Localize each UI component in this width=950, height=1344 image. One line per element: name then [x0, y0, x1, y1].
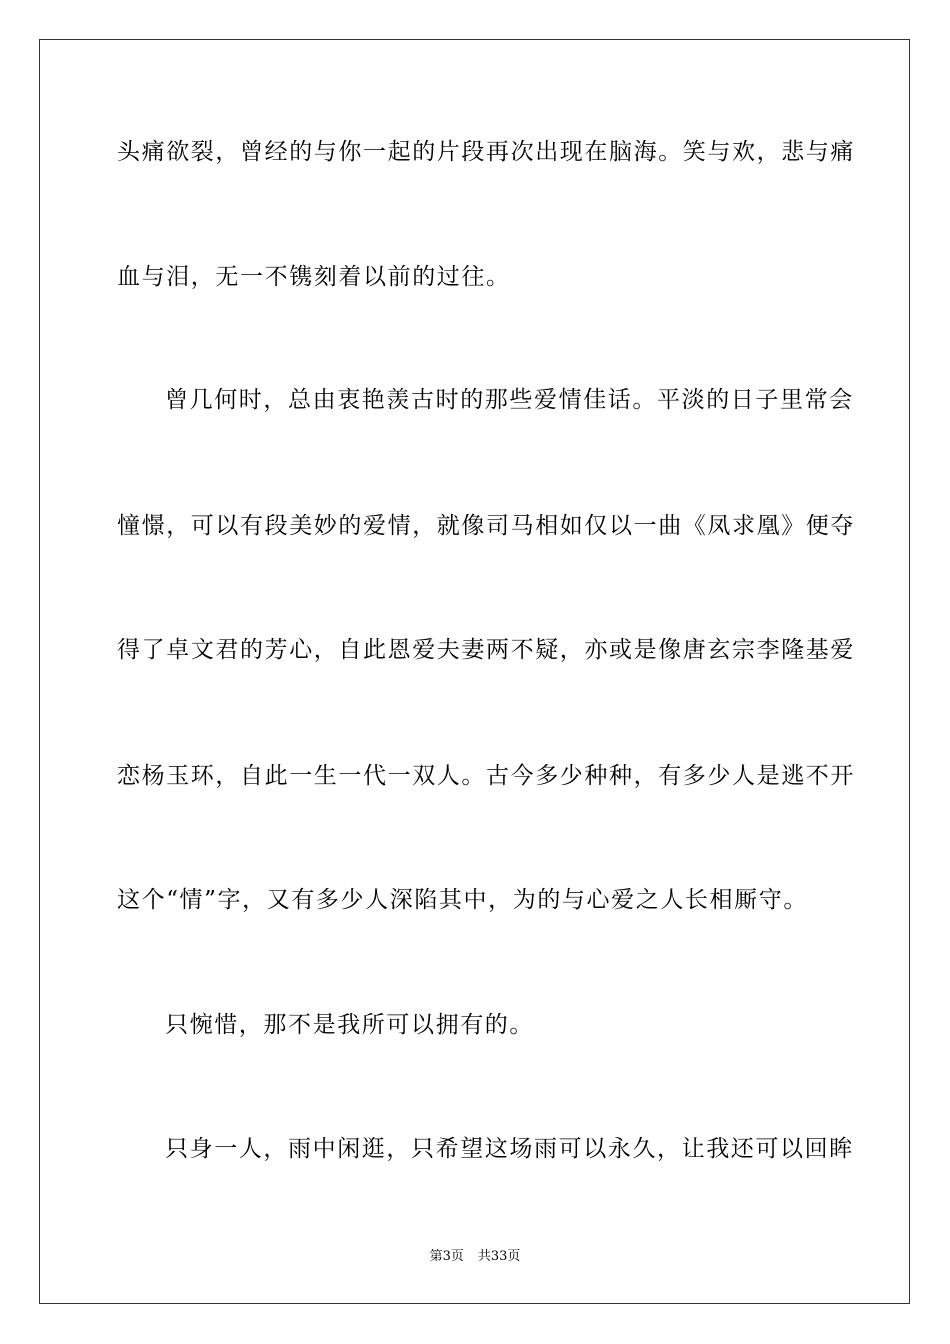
text-line-5: 得了卓文君的芳心，自此恩爱夫妻两不疑，亦或是像唐玄宗李隆基爱 [117, 637, 855, 663]
text-line-8: 只惋惜，那不是我所可以拥有的。 [165, 1012, 534, 1038]
text-line-1: 头痛欲裂，曾经的与你一起的片段再次出现在脑海。笑与欢，悲与痛 [117, 139, 855, 165]
page-footer [0, 1248, 950, 1266]
page-number: 第3页 [429, 1249, 464, 1264]
page-total: 共33页 [477, 1249, 521, 1264]
text-line-7: 这个“情”字，又有多少人深陷其中，为的与心爱之人长相厮守。 [117, 887, 808, 913]
text-line-6: 恋杨玉环，自此一生一代一双人。古今多少种种，有多少人是逃不开 [117, 763, 855, 789]
text-line-4: 憧憬，可以有段美妙的爱情，就像司马相如仅以一曲《凤求凰》便夺 [117, 513, 855, 539]
page-frame [39, 39, 910, 1304]
text-line-2: 血与泪，无一不镌刻着以前的过往。 [117, 264, 511, 290]
text-line-9: 只身一人，雨中闲逛，只希望这场雨可以永久，让我还可以回眸 [165, 1136, 854, 1162]
text-line-3: 曾几何时，总由衷艳羡古时的那些爱情佳话。平淡的日子里常会 [165, 387, 854, 413]
